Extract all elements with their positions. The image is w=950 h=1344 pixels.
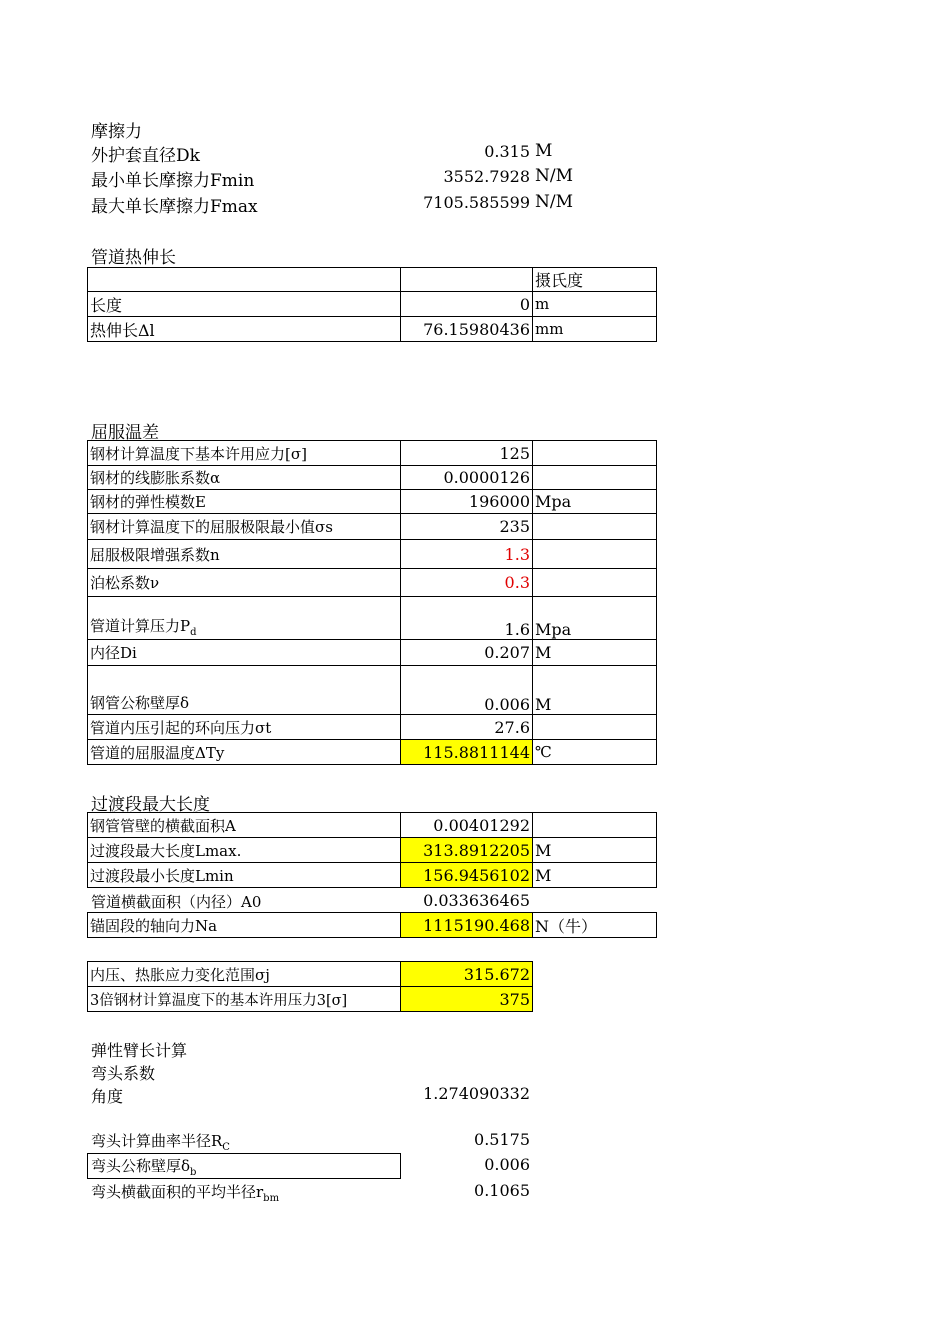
friction-dk-value: 0.315	[484, 142, 530, 161]
table-row	[88, 715, 657, 740]
yield-delta-value: 0.006	[401, 666, 533, 715]
table-row	[88, 597, 657, 640]
stress-sigma-j-label: 内压、热胀应力变化范围σj	[88, 962, 401, 987]
yield-pd-label-sub: d	[190, 627, 197, 638]
transition-area-label: 钢管管壁的横截面积A	[88, 813, 401, 838]
thermal-elong-unit: mm	[533, 317, 657, 342]
yield-poisson-value: 0.3	[401, 569, 533, 597]
elastic-angle-value: 1.274090332	[423, 1084, 530, 1103]
thermal-title: 管道热伸长	[91, 248, 176, 268]
table-row	[88, 317, 657, 342]
yield-e-unit: Mpa	[533, 490, 657, 514]
friction-fmax-unit: N/M	[535, 192, 574, 212]
yield-sigma-s-value: 235	[401, 514, 533, 540]
yield-n-unit	[533, 540, 657, 569]
stress-3sigma-label: 3倍钢材计算温度下的基本许用压力3[σ]	[88, 987, 401, 1012]
yield-allow-label: 钢材计算温度下基本许用应力[σ]	[88, 441, 401, 466]
thermal-header-unit: 摄氏度	[533, 268, 657, 292]
table-row	[88, 863, 657, 888]
yield-n-label: 屈服极限增强系数n	[88, 540, 401, 569]
thermal-length-unit: m	[533, 292, 657, 317]
friction-fmax-label: 最大单长摩擦力Fmax	[91, 197, 258, 217]
elastic-deltab-value: 0.006	[484, 1155, 530, 1174]
yield-alpha-value: 0.0000126	[401, 466, 533, 490]
stress-table	[87, 961, 533, 1012]
yield-sigma-t-value: 27.6	[401, 715, 533, 740]
thermal-length-label: 长度	[88, 292, 401, 317]
friction-fmin-value: 3552.7928	[443, 167, 530, 186]
yield-table	[87, 440, 657, 765]
friction-title: 摩擦力	[91, 122, 142, 142]
table-row	[88, 514, 657, 540]
thermal-elong-value: 76.15980436	[401, 317, 533, 342]
elastic-deltab-label-sub: b	[190, 1167, 197, 1178]
elastic-rc-label	[91, 1130, 230, 1153]
transition-table-a	[87, 812, 657, 888]
yield-alpha-unit	[533, 466, 657, 490]
friction-fmax-value: 7105.585599	[423, 193, 530, 212]
yield-e-label: 钢材的弹性模数E	[88, 490, 401, 514]
table-row	[88, 987, 533, 1012]
yield-ty-unit: ℃	[533, 740, 657, 765]
thermal-header-blank-1	[88, 268, 401, 292]
yield-pd-unit: Mpa	[533, 597, 657, 640]
yield-sigma-t-unit	[533, 715, 657, 740]
thermal-table	[87, 267, 657, 342]
yield-allow-value: 125	[401, 441, 533, 466]
elastic-rbm-value: 0.1065	[474, 1181, 530, 1200]
thermal-header-blank-2	[401, 268, 533, 292]
elastic-rc-label-sub: C	[222, 1142, 230, 1153]
table-row	[88, 540, 657, 569]
yield-title: 屈服温差	[91, 423, 159, 443]
yield-pd-label	[88, 597, 401, 640]
yield-alpha-label: 钢材的线膨胀系数α	[88, 466, 401, 490]
table-row	[88, 666, 657, 715]
yield-sigma-t-label: 管道内压引起的环向压力σt	[88, 715, 401, 740]
friction-fmin-unit: N/M	[535, 166, 574, 186]
table-row	[88, 640, 657, 666]
yield-e-value: 196000	[401, 490, 533, 514]
transition-lmax-unit: M	[533, 838, 657, 863]
stress-sigma-j-value: 315.672	[401, 962, 533, 987]
stress-3sigma-value: 375	[401, 987, 533, 1012]
elastic-deltab-label-text: 弯头公称壁厚δ	[91, 1157, 191, 1175]
yield-poisson-unit	[533, 569, 657, 597]
yield-poisson-label: 泊松系数ν	[88, 569, 401, 597]
transition-na-unit: N（牛）	[533, 913, 657, 938]
table-row	[88, 813, 657, 838]
transition-title: 过渡段最大长度	[91, 795, 210, 815]
table-row	[88, 838, 657, 863]
friction-fmin-label: 最小单长摩擦力Fmin	[91, 171, 255, 191]
elastic-subtitle: 弯头系数	[91, 1064, 156, 1083]
table-row	[88, 490, 657, 514]
yield-di-unit: M	[533, 640, 657, 666]
elastic-rbm-label-text: 弯头横截面积的平均半径r	[91, 1183, 264, 1201]
elastic-title: 弹性臂长计算	[91, 1041, 188, 1060]
transition-area-value: 0.00401292	[401, 813, 533, 838]
thermal-elong-label: 热伸长Δl	[88, 317, 401, 342]
transition-lmin-value: 156.9456102	[401, 863, 533, 888]
yield-pd-value: 1.6	[401, 597, 533, 640]
yield-sigma-s-unit	[533, 514, 657, 540]
yield-ty-value: 115.8811144	[401, 740, 533, 765]
thermal-length-value: 0	[401, 292, 533, 317]
transition-lmin-unit: M	[533, 863, 657, 888]
friction-dk-unit: M	[535, 141, 553, 161]
yield-delta-unit: M	[533, 666, 657, 715]
table-row	[88, 466, 657, 490]
table-row	[88, 913, 657, 938]
yield-di-label: 内径Di	[88, 640, 401, 666]
table-row	[88, 569, 657, 597]
elastic-rbm-label-sub: bm	[263, 1193, 280, 1204]
elastic-rbm-label	[91, 1181, 279, 1204]
transition-a0-value: 0.033636465	[423, 891, 530, 910]
yield-allow-unit	[533, 441, 657, 466]
table-row	[88, 292, 657, 317]
elastic-deltab-label	[91, 1155, 196, 1178]
transition-na-label: 锚固段的轴向力Na	[88, 913, 401, 938]
transition-a0-label: 管道横截面积（内径）A0	[91, 893, 262, 911]
elastic-angle-label: 角度	[91, 1087, 124, 1106]
table-row	[88, 962, 533, 987]
friction-dk-label: 外护套直径Dk	[91, 146, 200, 166]
elastic-rc-value: 0.5175	[474, 1130, 530, 1149]
transition-lmin-label: 过渡段最小长度Lmin	[88, 863, 401, 888]
table-row	[88, 740, 657, 765]
yield-di-value: 0.207	[401, 640, 533, 666]
yield-ty-label: 管道的屈服温度ΔTy	[88, 740, 401, 765]
yield-pd-label-text: 管道计算压力P	[90, 617, 191, 635]
transition-lmax-label: 过渡段最大长度Lmax.	[88, 838, 401, 863]
transition-na-value: 1115190.468	[401, 913, 533, 938]
transition-area-unit	[533, 813, 657, 838]
yield-sigma-s-label: 钢材计算温度下的屈服极限最小值σs	[88, 514, 401, 540]
elastic-rc-label-text: 弯头计算曲率半径R	[91, 1132, 223, 1150]
transition-table-b	[87, 912, 657, 938]
yield-n-value: 1.3	[401, 540, 533, 569]
transition-lmax-value: 313.8912205	[401, 838, 533, 863]
table-row	[88, 441, 657, 466]
thermal-header-row	[88, 268, 657, 292]
yield-delta-label: 钢管公称壁厚δ	[88, 666, 401, 715]
